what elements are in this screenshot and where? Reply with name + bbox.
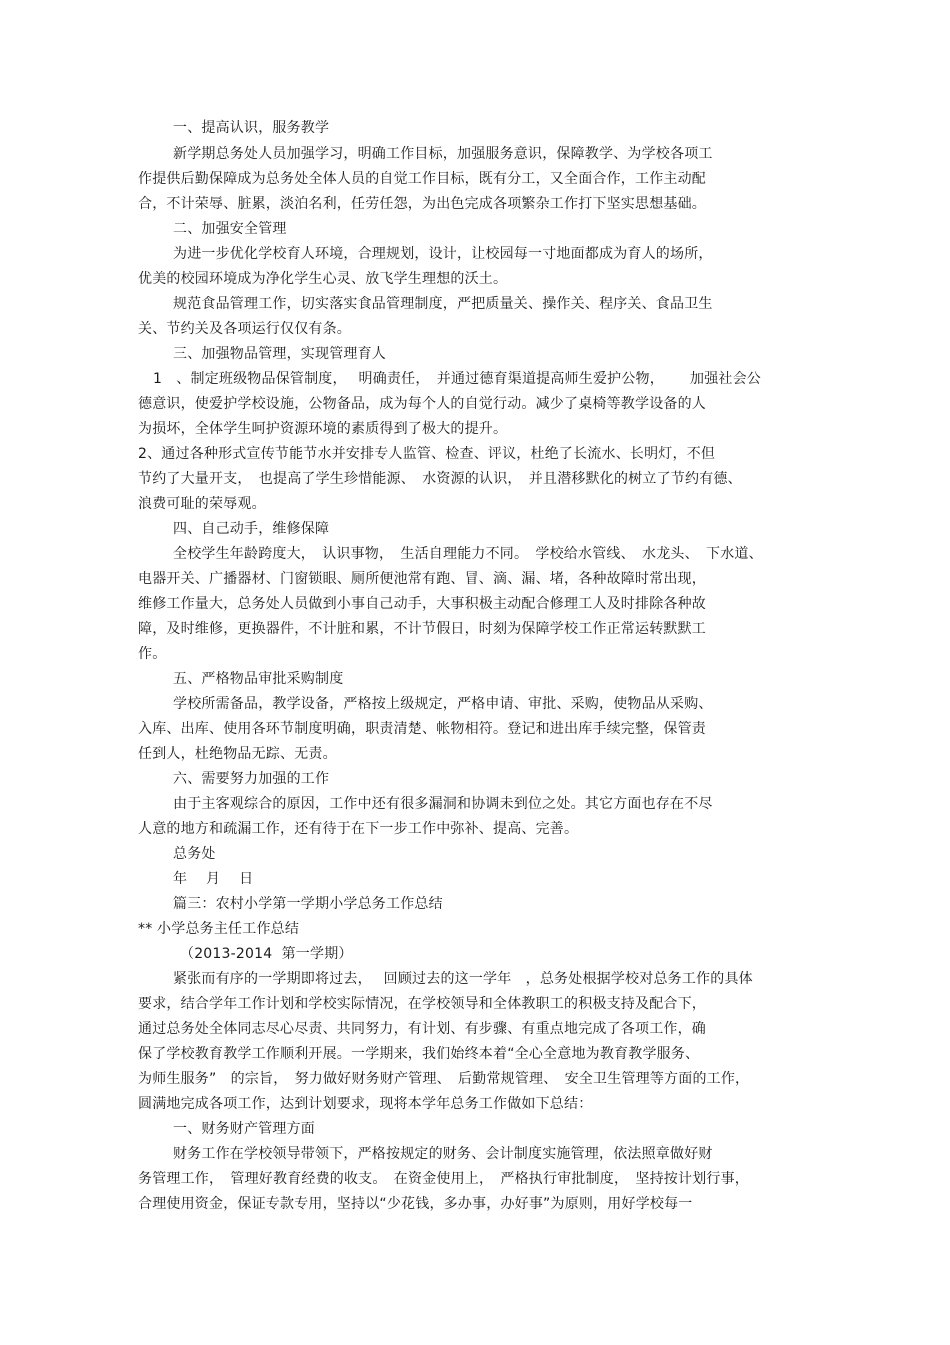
text-line: 规范食品管理工作，切实落实食品管理制度，严把质量关、操作关、程序关、食品卫生	[173, 296, 713, 312]
term-label: （2013-2014 第一学期）	[180, 946, 353, 962]
text-line: 学校所需备品，教学设备，严格按上级规定，严格申请、审批、采购，使物品从采购、	[173, 696, 713, 712]
text-line: 维修工作量大，总务处人员做到小事自己动手，大事积极主动配合修理工人及时排除各种故	[138, 596, 706, 612]
report-title: ** 小学总务主任工作总结	[138, 921, 300, 937]
section-title: 篇三：农村小学第一学期小学总务工作总结	[173, 896, 443, 912]
text-line: 任到人，杜绝物品无踪、无责。	[138, 746, 337, 762]
text-line: 紧张而有序的一学期即将过去， 回顾过去的这一学年 ，总务处根据学校对总务工作的具体	[173, 971, 753, 987]
text-line: 作。	[138, 646, 167, 662]
text-line: 2、通过各种形式宣传节能节水并安排专人监管、检查、评议，杜绝了长流水、长明灯，不但	[138, 446, 716, 462]
text-line: 德意识，使爱护学校设施，公物备品，成为每个人的自觉行动。减少了桌椅等教学设备的人	[138, 396, 706, 412]
text-line: 财务工作在学校领导带领下，严格按规定的财务、会计制度实施管理，依法照章做好财	[173, 1146, 713, 1162]
text-line: 电器开关、广播器材、门窗锁眼、厕所便池常有跑、冒、滴、漏、堵，各种故障时常出现，	[138, 571, 706, 587]
text-line: 务管理工作， 管理好教育经费的收支。 在资金使用上， 严格执行审批制度， 坚持按计划行事，	[138, 1171, 749, 1187]
text-line: 为损坏，全体学生呵护资源环境的素质得到了极大的提升。	[138, 421, 508, 437]
text-line: 节约了大量开支， 也提高了学生珍惜能源、 水资源的认识， 并且潜移默化的树立了节约有德、	[138, 471, 742, 487]
text-line: 1 、制定班级物品保管制度， 明确责任， 并通过德育渠道提高师生爱护公物， 加强社会公	[153, 371, 762, 387]
signature-dept: 总务处	[173, 846, 216, 862]
text-line: 保了学校教育教学工作顺利开展。一学期来，我们始终本着“全心全意地为教育教学服务、	[138, 1046, 700, 1062]
heading-5: 五、严格物品审批采购制度	[173, 671, 344, 687]
text-line: 合理使用资金，保证专款专用，坚持以“少花钱，多办事，办好事”为原则，用好学校每一	[138, 1196, 693, 1212]
heading-1: 一、提高认识，服务教学	[173, 120, 330, 136]
text-line: 关、节约关及各项运行仅仅有条。	[138, 321, 351, 337]
text-line: 为进一步优化学校育人环境，合理规划，设计，让校园每一寸地面都成为育人的场所，	[173, 246, 713, 262]
text-line: 障，及时维修，更换器件，不计脏和累，不计节假日，时刻为保障学校工作正常运转默默工	[138, 621, 706, 637]
text-line: 优美的校园环境成为净化学生心灵、放飞学生理想的沃土。	[138, 271, 508, 287]
text-line: 为师生服务” 的宗旨， 努力做好财务财产管理、 后勤常规管理、 安全卫生管理等方面的工作，	[138, 1071, 750, 1087]
text-line: 浪费可耻的荣辱观。	[138, 496, 266, 512]
text-line: 通过总务处全体同志尽心尽责、共同努力，有计划、有步骤、有重点地完成了各项工作，确	[138, 1021, 706, 1037]
text-line: 合，不计荣辱、脏累，淡泊名利，任劳任怨，为出色完成各项繁杂工作打下坚实思想基础。	[138, 196, 706, 212]
text-line: 作提供后勤保障成为总务处全体人员的自觉工作目标，既有分工，又全面合作，工作主动配	[138, 171, 706, 187]
text-line: 圆满地完成各项工作，达到计划要求，现将本学年总务工作做如下总结：	[138, 1096, 593, 1112]
text-line: 新学期总务处人员加强学习，明确工作目标，加强服务意识，保障教学、为学校各项工	[173, 146, 713, 162]
text-line: 入库、出库、使用各环节制度明确，职责清楚、帐物相符。登记和进出库手续完整，保管责	[138, 721, 706, 737]
heading-4: 四、自己动手，维修保障	[173, 521, 330, 537]
heading-3: 三、加强物品管理，实现管理育人	[173, 346, 386, 362]
signature-date: 年 月 日	[173, 871, 254, 887]
heading-finance: 一、财务财产管理方面	[173, 1121, 315, 1137]
text-line: 人意的地方和疏漏工作，还有待于在下一步工作中弥补、提高、完善。	[138, 821, 579, 837]
text-line: 要求，结合学年工作计划和学校实际情况，在学校领导和全体教职工的积极支持及配合下，	[138, 996, 706, 1012]
text-line: 由于主客观综合的原因，工作中还有很多漏洞和协调未到位之处。其它方面也存在不尽	[173, 796, 713, 812]
heading-2: 二、加强安全管理	[173, 221, 287, 237]
text-line: 全校学生年龄跨度大， 认识事物， 生活自理能力不同。 学校给水管线、 水龙头、 下水道、	[173, 546, 763, 562]
heading-6: 六、需要努力加强的工作	[173, 771, 330, 787]
